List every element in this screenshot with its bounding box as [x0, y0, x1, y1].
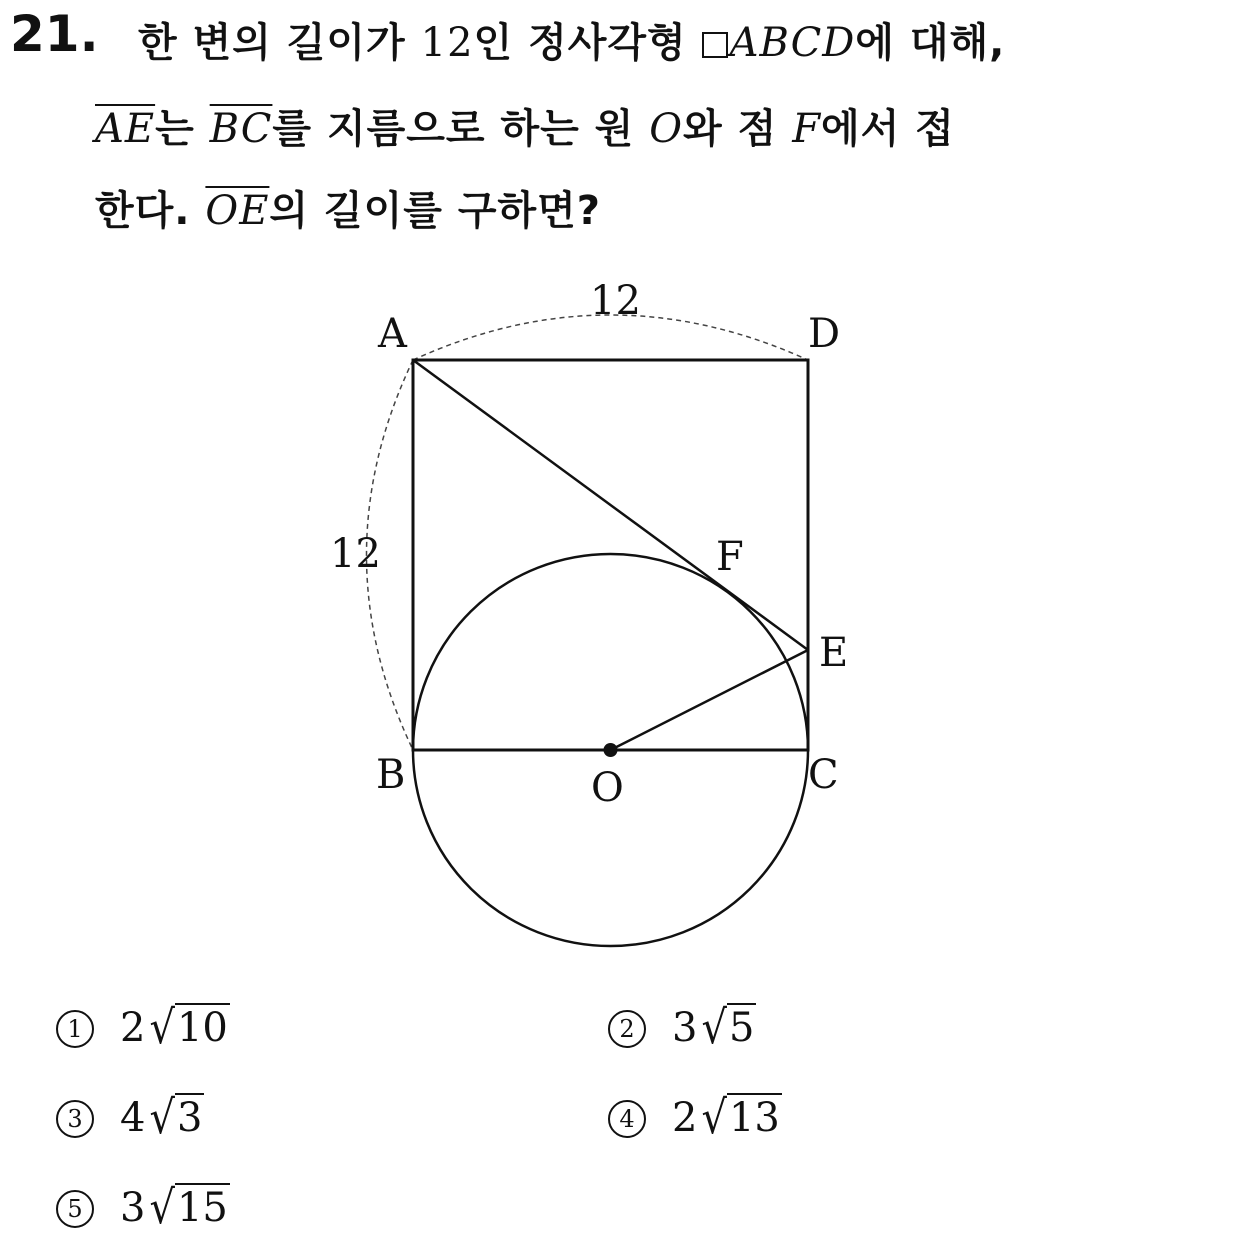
square-name: ABCD — [729, 20, 856, 66]
choice-5[interactable] — [56, 1183, 230, 1233]
center-point-o — [604, 743, 618, 757]
label-c: C — [808, 752, 839, 798]
radical-sign-icon: √ — [149, 1091, 175, 1145]
choice-radicand: 15 — [176, 1185, 228, 1231]
choice-radicand: 3 — [176, 1095, 203, 1141]
square-root — [149, 1183, 229, 1233]
choice-2[interactable] — [608, 1003, 756, 1053]
choice-marker: 3 — [56, 1100, 94, 1138]
question-text: 를 지름으로 하는 원 — [272, 106, 650, 152]
label-b: B — [376, 752, 406, 798]
choice-coefficient: 4 — [120, 1095, 146, 1141]
choice-radicand: 13 — [728, 1095, 780, 1141]
choice-marker: 5 — [56, 1190, 94, 1228]
question-text: 인 정사각형 — [473, 20, 702, 66]
choice-1[interactable] — [56, 1003, 230, 1053]
radical-sign-icon: √ — [701, 1001, 727, 1055]
square-root — [701, 1003, 756, 1053]
label-left-length: 12 — [330, 531, 381, 577]
question-text: 의 길이를 구하면? — [269, 188, 601, 234]
choice-coefficient: 2 — [120, 1005, 146, 1051]
choice-4[interactable] — [608, 1093, 782, 1143]
label-d: D — [808, 311, 841, 357]
radical-sign-icon: √ — [701, 1091, 727, 1145]
square-root — [149, 1003, 229, 1053]
choice-marker: 1 — [56, 1010, 94, 1048]
segment-oe: $\overline{OE}$ — [205, 188, 270, 234]
label-top-length: 12 — [590, 278, 641, 324]
segment-ae-line — [413, 360, 808, 650]
choice-3[interactable] — [56, 1093, 204, 1143]
point-f-name: F — [792, 106, 821, 152]
choice-radicand: 5 — [728, 1005, 755, 1051]
label-f: F — [716, 534, 744, 580]
question-text: 한 변의 길이가 — [138, 20, 421, 66]
choice-radicand: 10 — [176, 1005, 228, 1051]
choice-coefficient: 3 — [672, 1005, 698, 1051]
question-number: 21. — [10, 5, 99, 63]
question-text: 는 — [155, 106, 210, 152]
choice-marker: 2 — [608, 1010, 646, 1048]
segment-bc: $\overline{BC}$ — [209, 106, 273, 152]
choice-coefficient: 3 — [120, 1185, 146, 1231]
label-a: A — [378, 311, 407, 357]
question-text: 에 대해, — [855, 20, 1006, 66]
circle-name: O — [649, 106, 684, 152]
square-root — [701, 1093, 781, 1143]
label-e: E — [819, 630, 849, 676]
question-text: 에서 접 — [820, 106, 955, 152]
question-text: 와 점 — [683, 106, 793, 152]
choice-coefficient: 2 — [672, 1095, 698, 1141]
choice-marker: 4 — [608, 1100, 646, 1138]
side-length-value: 12 — [420, 20, 474, 66]
question-text: 한다. — [95, 188, 206, 234]
segment-ae: $\overline{AE}$ — [95, 106, 156, 152]
label-o: O — [591, 765, 624, 811]
radical-sign-icon: √ — [149, 1181, 175, 1235]
square-root — [149, 1093, 204, 1143]
radical-sign-icon: √ — [149, 1001, 175, 1055]
segment-oe-line — [611, 650, 809, 750]
